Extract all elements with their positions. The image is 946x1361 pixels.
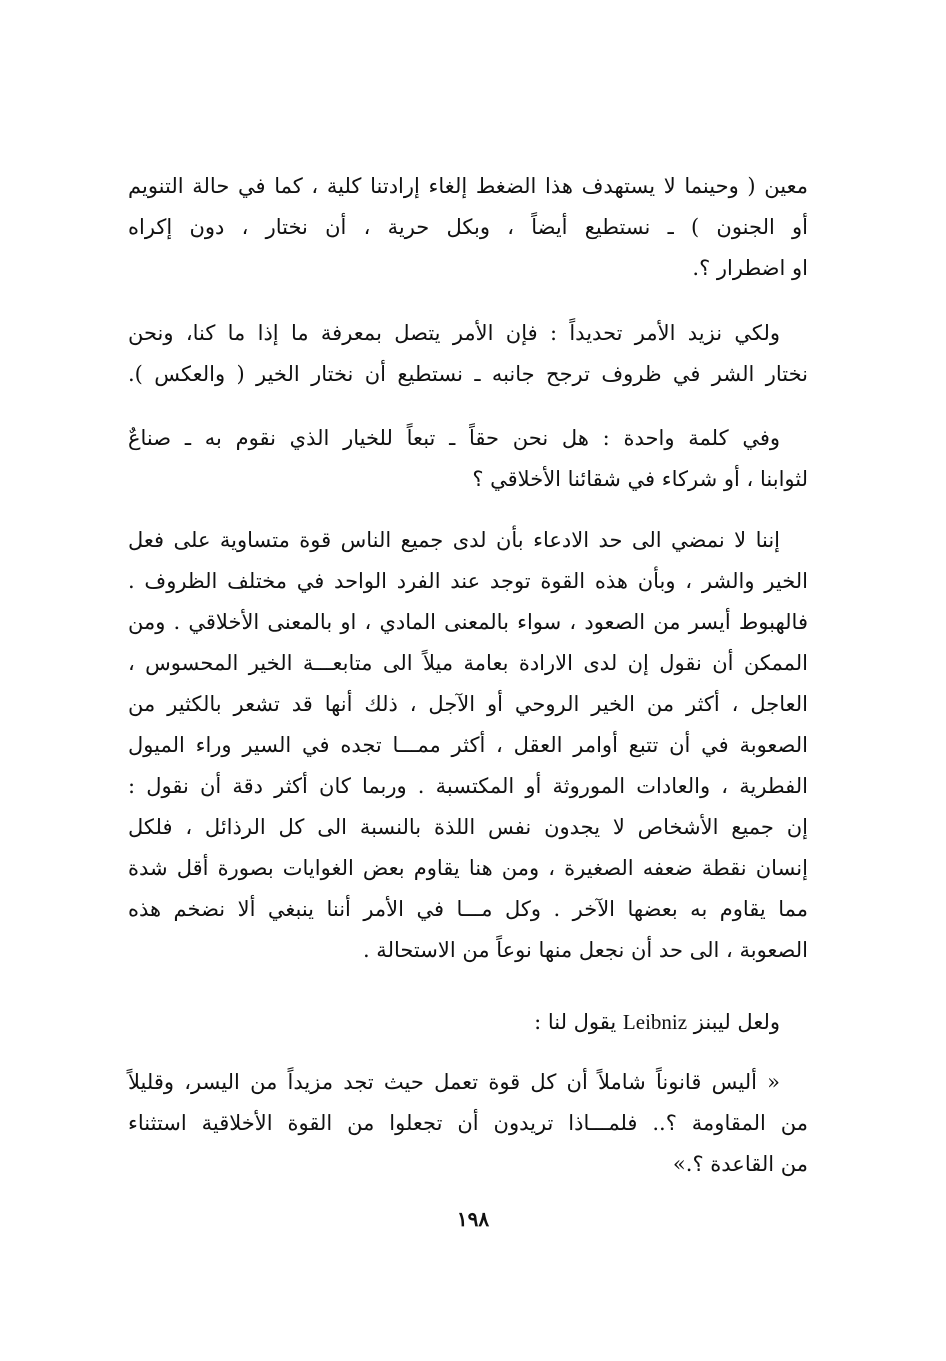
paragraph-4-line-9: إنسان نقطة ضعفه الصغيرة ، ومن هنا يقاوم بعض الغوايات بصورة أقل شدة bbox=[128, 856, 808, 880]
quote-intro bbox=[128, 1002, 808, 1043]
paragraph-4-line-6: الصعوبة في أن تتبع أوامر العقل ، أكثر ممـــا تجده في السير وراء الميول bbox=[128, 733, 808, 757]
paragraph-4-line-4: الممكن أن نقول إن لدى الارادة بعامة ميلاً الى متابعـــة الخير المحسوس ، bbox=[128, 651, 808, 675]
paragraph-2 bbox=[128, 313, 808, 395]
paragraph-1-line-1: معين ( وحينما لا يستهدف هذا الضغط إلغاء إرادتنا كلية ، كما في حالة التنويم bbox=[128, 174, 808, 198]
paragraph-4 bbox=[128, 520, 808, 971]
paragraph-1 bbox=[128, 166, 808, 289]
paragraph-4-line-8: إن جميع الأشخاص لا يجدون نفس اللذة بالنسبة الى كل الرذائل ، فلكل bbox=[128, 815, 808, 839]
paragraph-3 bbox=[128, 418, 808, 500]
paragraph-1-line-3: او اضطرار ؟. bbox=[692, 256, 808, 280]
paragraph-4-line-7: الفطرية ، والعادات الموروثة أو المكتسبة . وربما كان أكثر دقة أن نقول : bbox=[128, 774, 808, 798]
paragraph-4-line-3: فالهبوط أيسر من الصعود ، سواء بالمعنى المادي ، او بالمعنى الأخلاقي . ومن bbox=[128, 610, 808, 634]
paragraph-2-line-2: نختار الشر في ظروف ترجح جانبه ـ نستطيع أن نختار الخير ( والعكس ). bbox=[128, 362, 808, 386]
paragraph-3-line-1: وفي كلمة واحدة : هل نحن حقاً ـ تبعاً للخيار الذي نقوم به ـ صناعٌ bbox=[128, 426, 780, 450]
quote-intro-latin-name: Leibniz bbox=[622, 1010, 688, 1034]
paragraph-4-line-10: مما يقاوم به بعضها الآخر . وكل مـــا في الأمر أننا ينبغي ألا نضخم هذه bbox=[128, 897, 808, 921]
paragraph-3-line-2: لثوابنا ، أو شركاء في شقائنا الأخلاقي ؟ bbox=[472, 467, 808, 491]
quote-intro-line bbox=[128, 1002, 808, 1043]
quote-intro-after: يقول لنا : bbox=[534, 1010, 617, 1034]
paragraph-2-line-1: ولكي نزيد الأمر تحديداً : فإن الأمر يتصل بمعرفة ما إذا ما كنا، ونحن bbox=[128, 321, 780, 345]
paragraph-4-line-5: العاجل ، أكثر من الخير الروحي أو الآجل ، ذلك أنها قد تشعر بالكثير من bbox=[128, 692, 808, 716]
paragraph-4-line-1: إننا لا نمضي الى حد الادعاء بأن لدى جميع الناس قوة متساوية على فعل bbox=[128, 528, 780, 552]
quote-line-3: من القاعدة ؟.» bbox=[672, 1152, 808, 1176]
quote-line-1: « أليس قانوناً شاملاً أن كل قوة تعمل حيث تجد مزيداً من اليسر، وقليلاً bbox=[128, 1070, 780, 1094]
page-number: ١٩٨ bbox=[456, 1207, 490, 1231]
quote-block bbox=[128, 1062, 808, 1185]
paragraph-4-line-11: الصعوبة ، الى حد أن نجعل منها نوعاً من الاستحالة . bbox=[362, 938, 808, 962]
paragraph-4-line-2: الخير والشر ، وبأن هذه القوة توجد عند الفرد الواحد في مختلف الظروف . bbox=[128, 569, 808, 593]
paragraph-1-line-2: أو الجنون ) ـ نستطيع أيضاً ، وبكل حرية ، أن نختار ، دون إكراه bbox=[128, 215, 808, 239]
quote-intro-before: ولعل ليبنز bbox=[693, 1010, 780, 1034]
quote-line-2: من المقاومة ؟.. فلمـــاذا تريدون أن تجعلوا من القوة الأخلاقية استثناء bbox=[128, 1111, 808, 1135]
